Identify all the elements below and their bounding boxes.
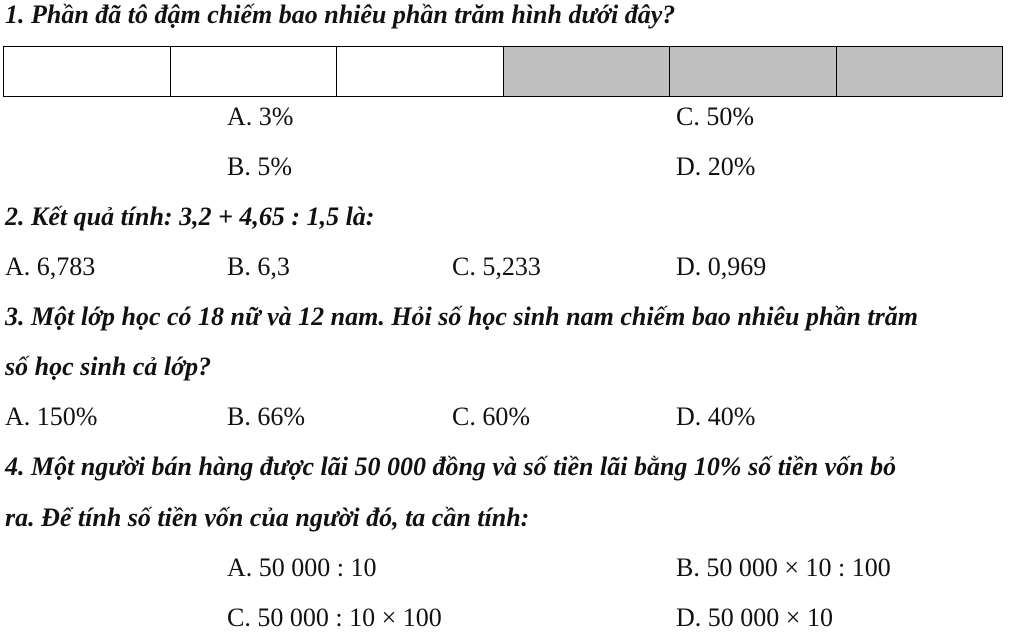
q1-option-c[interactable]: C. 50% <box>676 102 754 131</box>
figure-cell-1 <box>4 47 171 96</box>
question-2-text: 2. Kết quả tính: 3,2 + 4,65 : 1,5 là: <box>5 202 375 231</box>
question-4-text-line-2: ra. Để tính số tiền vốn của người đó, ta cần tính: <box>5 503 530 532</box>
q1-option-b[interactable]: B. 5% <box>227 152 292 181</box>
percentage-bar-figure <box>3 46 1003 97</box>
figure-cell-6-shaded <box>837 47 1003 96</box>
q4-option-a[interactable]: A. 50 000 : 10 <box>227 553 377 582</box>
figure-cell-3 <box>337 47 504 96</box>
q3-option-d[interactable]: D. 40% <box>676 402 756 431</box>
q3-option-c[interactable]: C. 60% <box>452 402 530 431</box>
question-1-text: 1. Phần đã tô đậm chiếm bao nhiêu phần trăm hình dưới đây? <box>5 0 676 29</box>
q1-option-a[interactable]: A. 3% <box>227 102 294 131</box>
figure-cell-4-shaded <box>504 47 671 96</box>
question-3-text-line-2: số học sinh cả lớp? <box>5 352 212 381</box>
q2-option-a[interactable]: A. 6,783 <box>5 252 96 281</box>
q2-option-d[interactable]: D. 0,969 <box>676 252 767 281</box>
q3-option-a[interactable]: A. 150% <box>5 402 98 431</box>
figure-cell-2 <box>171 47 338 96</box>
q4-option-d[interactable]: D. 50 000 × 10 <box>676 603 833 632</box>
q4-option-c[interactable]: C. 50 000 : 10 × 100 <box>227 603 442 632</box>
q1-option-d[interactable]: D. 20% <box>676 152 756 181</box>
q2-option-c[interactable]: C. 5,233 <box>452 252 541 281</box>
figure-cell-5-shaded <box>670 47 837 96</box>
question-4-text-line-1: 4. Một người bán hàng được lãi 50 000 đồng và số tiền lãi bằng 10% số tiền vốn bỏ <box>5 452 897 481</box>
question-3-text-line-1: 3. Một lớp học có 18 nữ và 12 nam. Hỏi số học sinh nam chiếm bao nhiêu phần trăm <box>5 302 918 331</box>
q2-option-b[interactable]: B. 6,3 <box>227 252 290 281</box>
q3-option-b[interactable]: B. 66% <box>227 402 305 431</box>
q4-option-b[interactable]: B. 50 000 × 10 : 100 <box>676 553 891 582</box>
